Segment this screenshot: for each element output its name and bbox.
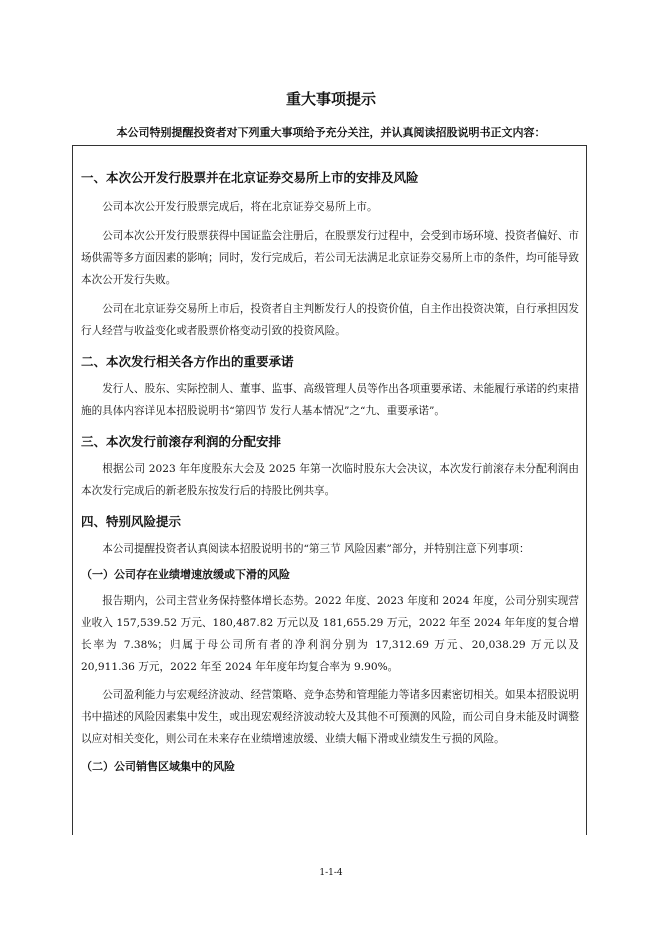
- paragraph: 公司在北京证券交易所上市后，投资者自主判断发行人的投资价值，自主作出投资决策，自行承担因发行人经营与收益变化或者股票价格变动引致的投资风险。: [81, 303, 579, 337]
- paragraph: 根据公司 2023 年年度股东大会及 2025 年第一次临时股东大会决议，本次发行前滚存未分配利润由本次发行完成后的新老股东按发行后的持股比例共享。: [81, 463, 579, 497]
- page-number: 1-1-4: [319, 868, 343, 878]
- paragraph: 报告期内，公司主营业务保持整体增长态势。2022 年度、2023 年度和 2024 年度，公司分别实现营业收入 157,539.52 万元、180,487.82 万元以及 181,655.29 万元，2022 年至 2024 年年度的复合增长率为 7.38%；归属于母公司所有者的净利润分别为 17,312.69 万元、20,038.29 万元以及 20,911.36 万元，2022 年至 2024 年年度年均复合率为 9.90%。: [81, 595, 579, 673]
- intro-notice: 本公司特别提醒投资者对下列重大事项给予充分关注，并认真阅读招股说明书正文内容：: [116, 126, 546, 139]
- paragraph: 本公司提醒投资者认真阅读本招股说明书的“第三节 风险因素”部分，并特别注意下列事项：: [102, 543, 530, 555]
- paragraph: 公司盈利能力与宏观经济波动、经营策略、竞争态势和管理能力等诸多因素密切相关。如果本招股说明书中描述的风险因素集中发生，或出现宏观经济波动较大及其他不可预测的风险，而公司自身未能及时调整以应对相关变化，则公司在未来存在业绩增速放缓、业绩大幅下滑或业绩发生亏损的风险。: [81, 689, 579, 745]
- section-heading-profit-distribution: 三、本次发行前滚存利润的分配安排: [81, 434, 282, 449]
- paragraph: 公司本次公开发行股票获得中国证监会注册后，在股票发行过程中，会受到市场环境、投资者偏好、市场供需等多方面因素的影响；同时，发行完成后，若公司无法满足北京证券交易所上市的条件，均可能导致本次公开发行失败。: [81, 230, 579, 286]
- section-heading-listing-arrangement: 一、本次公开发行股票并在北京证券交易所上市的安排及风险: [81, 170, 419, 185]
- subsection-heading-performance-risk: （一）公司存在业绩增速放缓或下滑的风险: [81, 568, 290, 581]
- important-matters-box: [72, 145, 587, 835]
- section-heading-risk-warning: 四、特别风险提示: [81, 514, 182, 529]
- section-heading-commitments: 二、本次发行相关各方作出的重要承诺: [81, 354, 294, 369]
- paragraph: 发行人、股东、实际控制人、董事、监事、高级管理人员等作出各项重要承诺、未能履行承诺的约束措施的具体内容详见本招股说明书“第四节 发行人基本情况”之“九、重要承诺”。: [81, 383, 579, 417]
- page-title: 重大事项提示: [285, 90, 376, 108]
- subsection-heading-sales-region-risk: （二）公司销售区域集中的风险: [81, 760, 235, 773]
- paragraph: 公司本次公开发行股票完成后，将在北京证券交易所上市。: [102, 201, 378, 213]
